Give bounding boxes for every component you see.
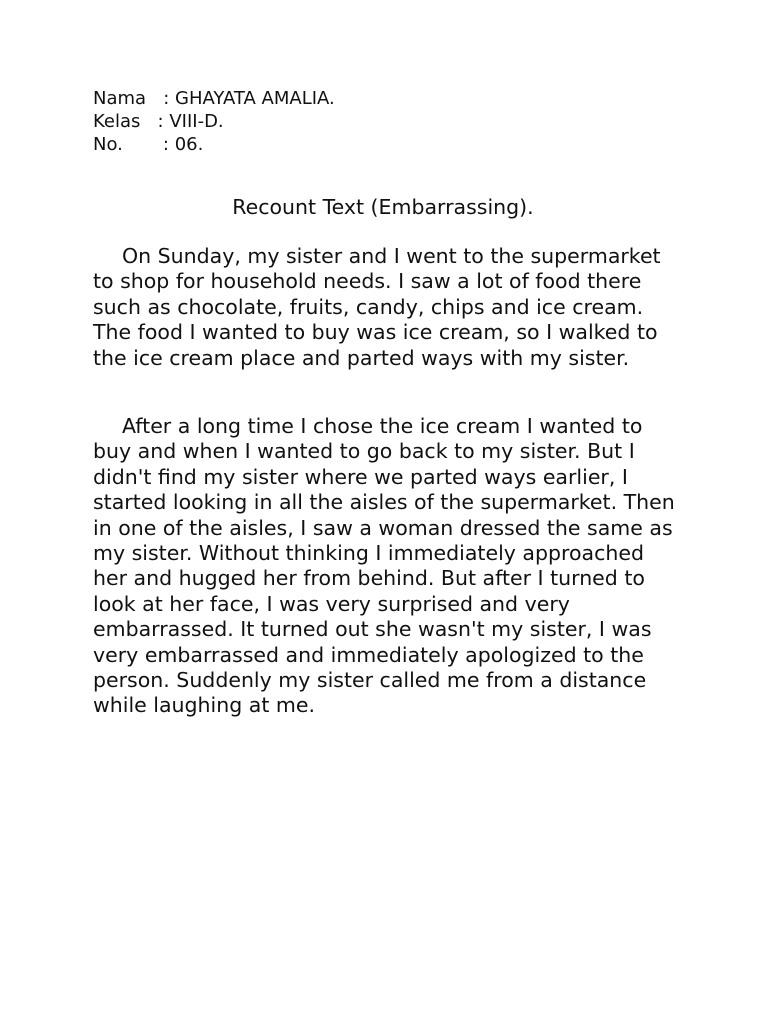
- paragraph-2: After a long time I chose the ice cream I wanted to buy and when I wanted to go back to my sister. But I didn't find my sister where we parted ways earlier, I started looking in all the aisles of the supermarket. Then in one of the aisles, I saw a woman dressed the same as my sister. Without thinking I immediately approached her and hugged her from behind. But after I turned to look at her face, I was very surprised and very embarrassed. It turned out she wasn't my sister, I was very embarrassed and immediately apologized to the person. Suddenly my sister called me from a distance while laughing at me.: [93, 414, 675, 718]
- document-title: Recount Text (Embarrassing).: [232, 195, 534, 219]
- student-class-line: Kelas : VIII-D.: [93, 111, 224, 132]
- paragraph-1: On Sunday, my sister and I went to the supermarket to shop for household needs. I saw a lot of food there such as chocolate, fruits, candy, chips and ice cream. The food I wanted to buy was ice cream, so I walked to the ice cream place and parted ways with my sister.: [93, 244, 661, 370]
- student-name-line: Nama : GHAYATA AMALIA.: [93, 88, 335, 109]
- student-number-line: No. : 06.: [93, 134, 204, 155]
- student-info-block: [93, 87, 673, 156]
